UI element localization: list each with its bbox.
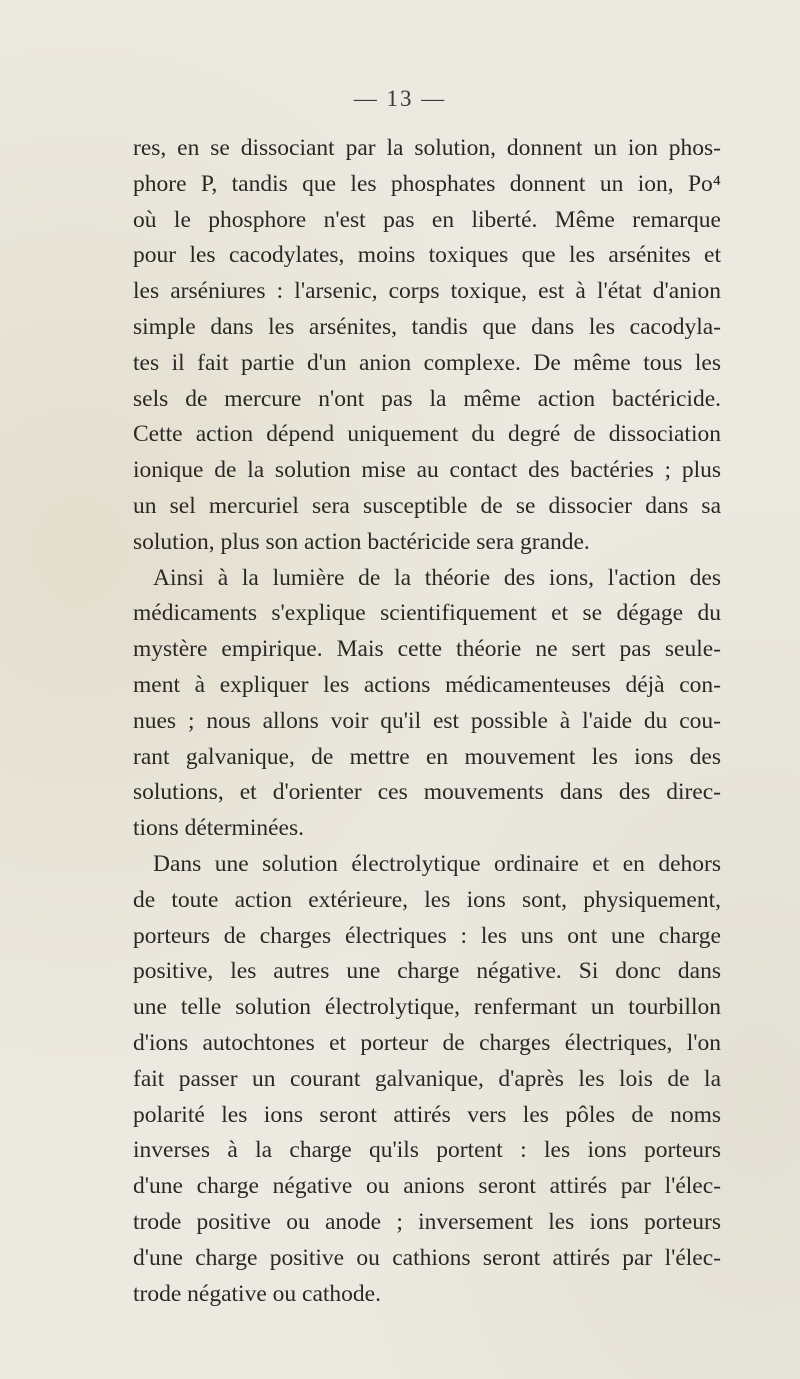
page-number: — 13 —: [353, 86, 447, 111]
text-line: Dans une solution électrolytique ordinaire et en dehors: [153, 850, 721, 877]
text-line: fait passer un courant galvanique, d'après les lois de la: [133, 1065, 721, 1092]
text-line: médicaments s'explique scientifiquement et se dégage du: [133, 600, 721, 627]
paragraph: [133, 131, 721, 561]
text-line: mystère empirique. Mais cette théorie ne sert pas seule-: [133, 636, 721, 663]
paragraph: [133, 847, 721, 1312]
text-line: trode négative ou cathode.: [133, 1280, 381, 1307]
text-line: tions déterminées.: [133, 815, 304, 842]
text-line: d'une charge positive ou cathions seront attirés par l'élec-: [133, 1244, 721, 1271]
text-line: positive, les autres une charge négative. Si donc dans: [133, 958, 721, 985]
text-line: phore P, tandis que les phosphates donnent un ion, Po⁴: [133, 170, 721, 197]
text-line: trode positive ou anode ; inversement les ions porteurs: [133, 1208, 721, 1235]
text-line: pour les cacodylates, moins toxiques que les arsénites et: [133, 242, 721, 269]
text-line: sels de mercure n'ont pas la même action bactéricide.: [133, 385, 721, 412]
text-line: ionique de la solution mise au contact des bactéries ; plus: [133, 457, 721, 484]
text-line: res, en se dissociant par la solution, donnent un ion phos-: [133, 135, 721, 161]
text-line: simple dans les arsénites, tandis que dans les cacodyla-: [133, 313, 721, 340]
text-line: rant galvanique, de mettre en mouvement les ions des: [133, 743, 721, 770]
paragraph: [133, 561, 721, 847]
text-line: Cette action dépend uniquement du degré de dissociation: [133, 421, 721, 448]
text-line: les arséniures : l'arsenic, corps toxique, est à l'état d'anion: [133, 278, 721, 305]
text-line: polarité les ions seront attirés vers les pôles de noms: [133, 1101, 721, 1128]
text-line: inverses à la charge qu'ils portent : les ions porteurs: [133, 1137, 721, 1164]
text-line: de toute action extérieure, les ions sont, physiquement,: [133, 886, 721, 913]
text-line: solutions, et d'orienter ces mouvements dans des direc-: [133, 779, 721, 806]
text-line: un sel mercuriel sera susceptible de se dissocier dans sa: [133, 492, 721, 519]
text-line: porteurs de charges électriques : les uns ont une charge: [133, 922, 721, 949]
text-line: une telle solution électrolytique, renfermant un tourbillon: [133, 994, 721, 1021]
text-line: où le phosphore n'est pas en liberté. Même remarque: [133, 206, 721, 233]
text-line: Ainsi à la lumière de la théorie des ions, l'action des: [153, 564, 721, 591]
text-line: d'ions autochtones et porteur de charges électriques, l'on: [133, 1029, 721, 1056]
text-line: d'une charge négative ou anions seront attirés par l'élec-: [133, 1173, 721, 1200]
text-line: ment à expliquer les actions médicamenteuses déjà con-: [133, 671, 721, 698]
text-line: solution, plus son action bactéricide sera grande.: [133, 528, 590, 555]
text-line: nues ; nous allons voir qu'il est possible à l'aide du cou-: [133, 707, 721, 734]
body-text: [133, 131, 721, 1312]
text-line: tes il fait partie d'un anion complexe. De même tous les: [133, 349, 721, 376]
